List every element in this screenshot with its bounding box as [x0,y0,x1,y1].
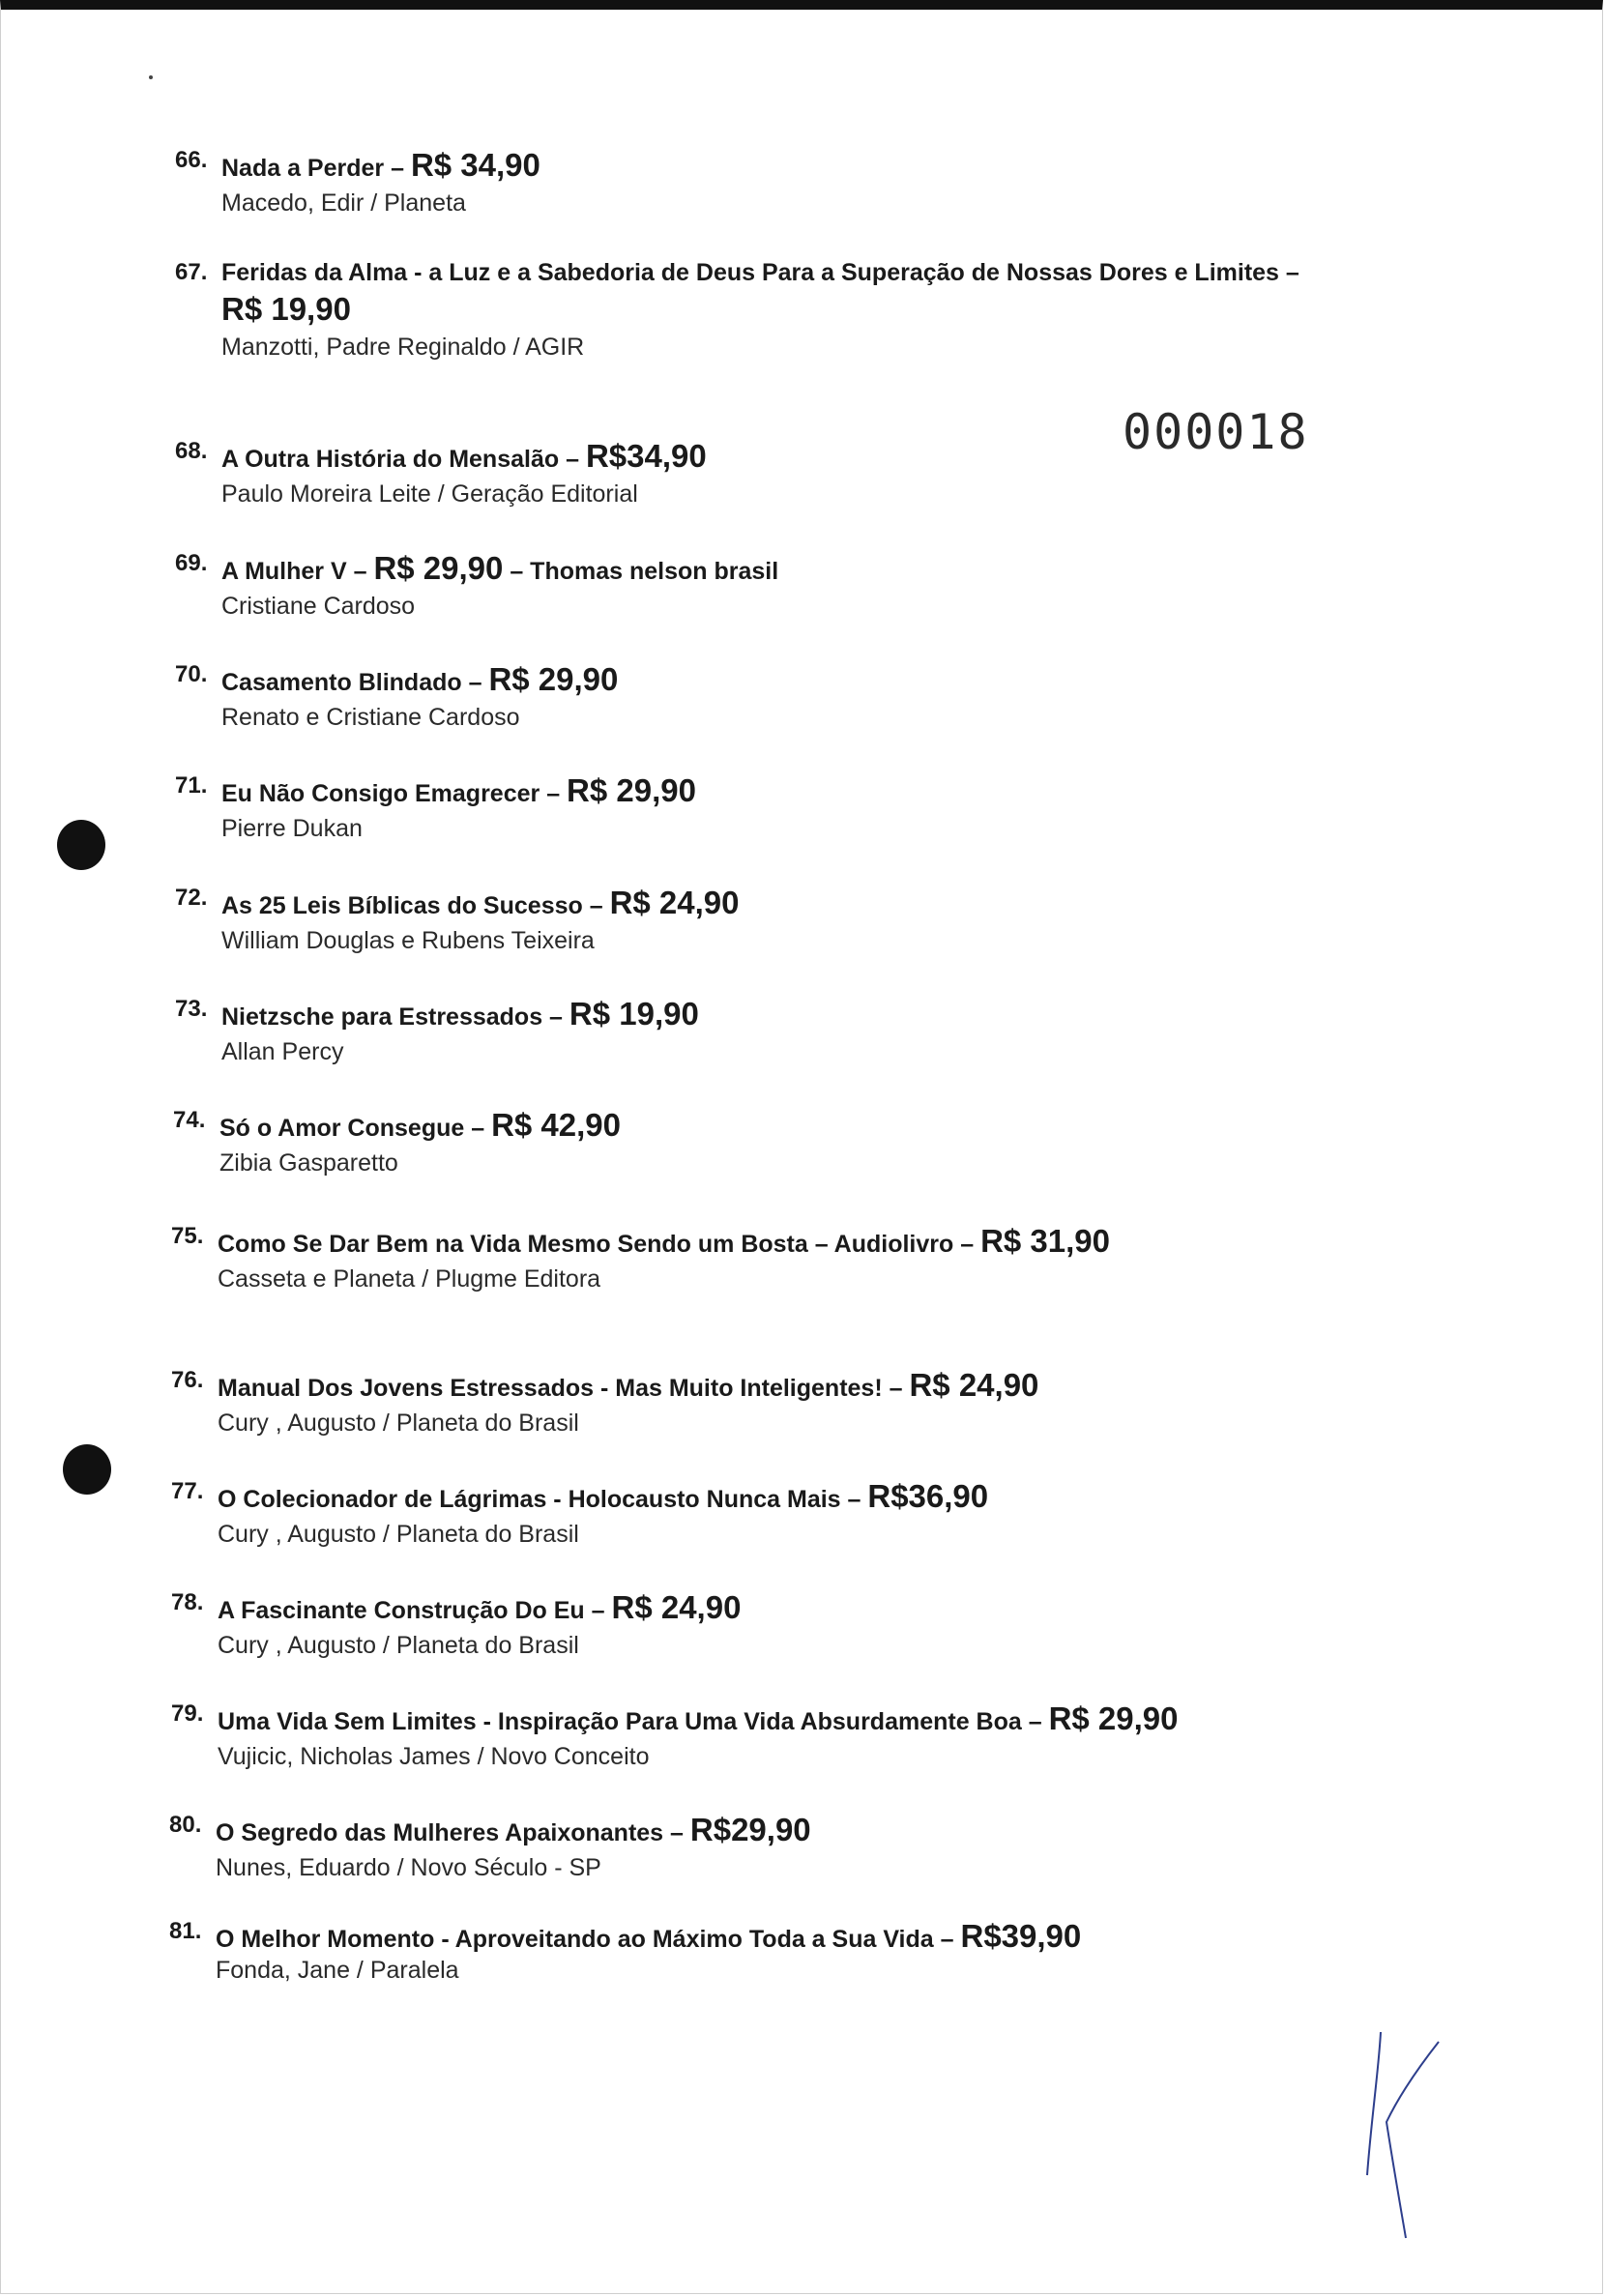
book-title: A Mulher V [221,558,347,585]
separator: – [582,892,610,919]
book-author-publisher: Macedo, Edir / Planeta [221,189,466,217]
separator: – [464,1115,492,1142]
book-title: O Segredo das Mulheres Apaixonantes [216,1819,664,1846]
book-item [171,1700,1179,1771]
book-title: Nietzsche para Estressados [221,1003,543,1031]
book-item [173,1107,621,1177]
document-number-stamp: 000018 [1123,404,1309,460]
item-number: 76. [171,1367,204,1393]
item-number: 74. [173,1107,206,1133]
book-author-publisher: Renato e Cristiane Cardoso [221,704,520,731]
separator: – [540,780,568,807]
book-author-publisher: Fonda, Jane / Paralela [216,1957,459,1984]
separator: – [953,1231,981,1258]
book-title: Eu Não Consigo Emagrecer [221,780,540,807]
scan-speck [149,75,153,79]
book-item [175,259,1299,362]
item-number: 68. [175,438,208,464]
book-item [171,1223,1110,1293]
punch-hole [63,1444,111,1495]
book-item [171,1478,988,1549]
book-price: R$ 34,90 [410,147,540,183]
separator: – [346,558,374,585]
item-number: 79. [171,1700,204,1727]
item-number: 69. [175,550,208,576]
item-number: 75. [171,1223,204,1249]
book-item [169,1812,811,1882]
book-title: A Fascinante Construção Do Eu [218,1597,585,1624]
book-price: R$ 24,90 [909,1367,1039,1403]
item-number: 73. [175,996,208,1022]
book-author-publisher: Manzotti, Padre Reginaldo / AGIR [221,334,585,361]
book-price: R$ 42,90 [491,1107,621,1143]
book-author-publisher: Allan Percy [221,1038,344,1065]
book-author-publisher: Vujicic, Nicholas James / Novo Conceito [218,1743,650,1770]
book-item [175,661,618,732]
separator: – [584,1597,612,1624]
separator: – [1021,1708,1049,1735]
item-number: 67. [175,259,208,285]
item-number: 66. [175,147,208,173]
separator: – [882,1375,910,1402]
book-author-publisher: Cury , Augusto / Planeta do Brasil [218,1632,579,1659]
book-title: Como Se Dar Bem na Vida Mesmo Sendo um Bosta – Audiolivro [218,1231,954,1258]
book-title: As 25 Leis Bíblicas do Sucesso [221,892,583,919]
book-title: Nada a Perder [221,155,385,182]
book-price: R$29,90 [689,1812,811,1847]
book-price: R$36,90 [867,1478,989,1514]
book-title: Manual Dos Jovens Estressados - Mas Muito Inteligentes! [218,1375,883,1402]
book-price: R$ 29,90 [1048,1700,1179,1736]
book-title: O Colecionador de Lágrimas - Holocausto Nunca Mais [218,1486,841,1513]
handwritten-initial-signature [1350,2030,1456,2243]
book-author-publisher: Pierre Dukan [221,815,363,842]
item-number: 78. [171,1589,204,1615]
book-title: Só o Amor Consegue [219,1115,465,1142]
book-author-publisher: William Douglas e Rubens Teixeira [221,927,595,954]
book-title: A Outra História do Mensalão [221,446,560,473]
book-price: R$ 24,90 [609,885,740,920]
item-number: 81. [169,1918,202,1944]
book-price: R$ 31,90 [980,1223,1111,1259]
book-item [175,147,540,218]
separator: – [1278,259,1299,286]
book-title: O Melhor Momento - Aproveitando ao Máximo Toda a Sua Vida [216,1926,934,1953]
book-price: R$ 29,90 [567,772,696,808]
separator: – [384,155,411,182]
book-author-publisher: Nunes, Eduardo / Novo Século - SP [216,1854,601,1881]
book-price: R$34,90 [585,438,707,474]
book-item [175,438,707,509]
separator: – [461,669,489,696]
book-title: Feridas da Alma - a Luz e a Sabedoria de Deus Para a Superação de Nossas Dores e Limites [221,259,1279,286]
separator: – [559,446,586,473]
book-price: R$39,90 [960,1918,1082,1954]
book-item [175,885,740,955]
book-item [169,1918,1081,1985]
book-price: R$ 19,90 [221,291,351,327]
book-author-publisher: Cury , Augusto / Planeta do Brasil [218,1521,579,1548]
item-number: 71. [175,772,208,799]
separator: – [840,1486,868,1513]
book-title: Uma Vida Sem Limites - Inspiração Para Uma Vida Absurdamente Boa [218,1708,1022,1735]
item-number: 70. [175,661,208,687]
book-price: R$ 29,90 [373,550,504,586]
separator: – [663,1819,690,1846]
book-author-publisher: Cristiane Cardoso [221,593,416,620]
item-number: 80. [169,1812,202,1838]
book-item [171,1589,741,1660]
book-item [175,772,696,843]
book-price: R$ 19,90 [569,996,699,1032]
book-price: R$ 29,90 [488,661,619,697]
separator: – [933,1926,961,1953]
book-author-publisher: Casseta e Planeta / Plugme Editora [218,1265,601,1293]
item-number: 77. [171,1478,204,1504]
book-author-publisher: Cury , Augusto / Planeta do Brasil [218,1410,579,1437]
book-item [175,996,699,1066]
book-author-publisher: Paulo Moreira Leite / Geração Editorial [221,480,638,508]
book-item [171,1367,1038,1438]
book-item [175,550,778,621]
book-title: Casamento Blindado [221,669,462,696]
separator: – [542,1003,569,1031]
book-author-publisher: Zibia Gasparetto [219,1149,398,1177]
book-price: R$ 24,90 [611,1589,742,1625]
item-number: 72. [175,885,208,911]
punch-hole [57,820,105,870]
book-publisher-suffix: – Thomas nelson brasil [503,558,779,585]
